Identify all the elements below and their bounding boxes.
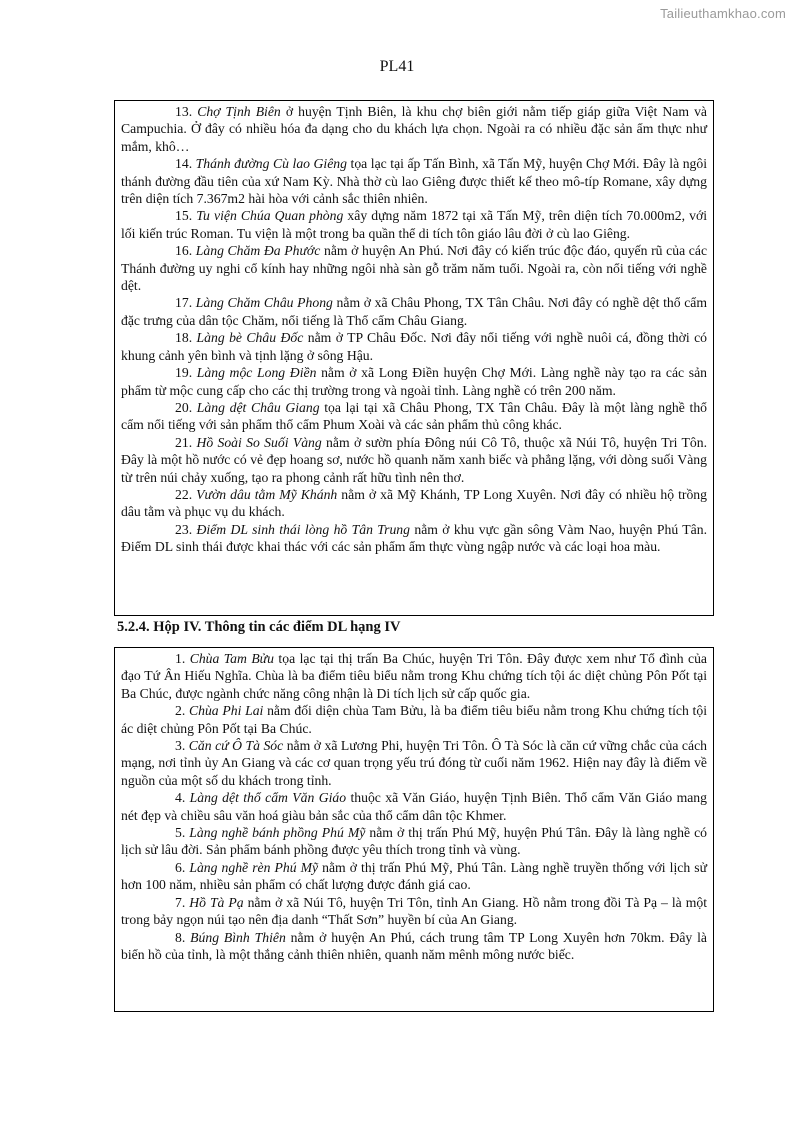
site-name: Làng bè Châu Đốc [196,330,304,346]
list-item: 8. Búng Bình Thiên nằm ở huyện An Phú, cách trung tâm TP Long Xuyên hơn 70km. Đây là biển hồ của tỉnh, là một thắng cảnh thiên nhiên, quanh năm mênh mông nước biếc. [121,929,708,962]
list-item: 23. Điểm DL sinh thái lòng hồ Tân Trung nằm ở khu vực gần sông Vàm Nao, huyện Phú Tân. Điểm DL sinh thái được khai thác với các sản phẩm ẩm thực vùng ngập nước và các loại hoa màu. [121,521,707,555]
site-name: Chùa Phi Lai [188,703,264,719]
site-name: Làng Chăm Đa Phước [195,243,321,259]
site-name: Làng nghề rèn Phú Mỹ [189,859,319,875]
site-name: Làng dệt thổ cẩm Văn Giáo [189,790,347,806]
site-name: Vườn dâu tằm Mỹ Khánh [196,486,338,502]
site-name: Búng Bình Thiên [190,929,286,945]
site-name: Điểm DL sinh thái lòng hồ Tân Trung [196,521,410,537]
watermark-text: Tailieuthamkhao.com [660,6,786,21]
list-item: 21. Hồ Soài So Suối Vàng nằm ở sườn phía Đông núi Cô Tô, thuộc xã Núi Tô, huyện Tri Tôn. Đây là một hồ nước có vẻ đẹp hoang sơ, nước hồ quanh năm xanh biếc và phẳng lặng, với dòng suối Vàng từ trên núi chảy xuống, tạo ra phong cảnh rất hữu tình nên thơ. [121,434,708,485]
list-item: 4. Làng dệt thổ cẩm Văn Giáo thuộc xã Văn Giáo, huyện Tịnh Biên. Thổ cẩm Văn Giáo mang nét đẹp và chiều sâu văn hoá giàu bản sắc của thổ cẩm dân tộc Khmer. [121,790,707,823]
list-item: 6. Làng nghề rèn Phú Mỹ nằm ở thị trấn Phú Mỹ, Phú Tân. Làng nghề truyền thống với lịch sử hơn 100 năm, nhiều sản phẩm có chất lượng được đánh giá cao. [121,859,707,893]
list-item: 15. Tu viện Chúa Quan phòng xây dựng năm 1872 tại xã Tấn Mỹ, trên diện tích 70.000m2, với lối kiến trúc Roman. Tu viện là một trong ba quần thể di tích tôn giáo lâu đời ở cù lao Giêng. [121,208,708,241]
site-name: Thánh đường Cù lao Giêng [195,156,347,172]
list-item: 7. Hồ Tà Pạ nằm ở xã Núi Tô, huyện Tri Tôn, tỉnh An Giang. Hồ nằm trong đồi Tà Pạ – là một trong bảy ngọn núi tạo nên địa danh “Thất Sơn” huyền bí của An Giang. [121,894,708,928]
list-item: 16. Làng Chăm Đa Phước nằm ở huyện An Phú. Nơi đây có kiến trúc độc đáo, quyến rũ của các Thánh đường uy nghi cổ kính hay những ngôi nhà sàn gỗ trăm năm tuổi. Ngoài ra, còn nổi tiếng với nghề dệt. [121,243,708,294]
list-item: 17. Làng Chăm Châu Phong nằm ở xã Châu Phong, TX Tân Châu. Nơi đây có nghề dệt thổ cẩm đặc trưng của dân tộc Chăm, nổi tiếng là Thổ cẩm Châu Giang. [121,295,708,328]
list-item: 2. Chùa Phi Lai nằm đối diện chùa Tam Bửu, là ba điểm tiêu biểu nằm trong Khu chứng tích tội ác diệt chủng Pôn Pốt tại Ba Chúc. [121,703,708,736]
list-item: 5. Làng nghề bánh phồng Phú Mỹ nằm ở thị trấn Phú Mỹ, huyện Phú Tân. Đây là làng nghề có lịch sử lâu đời. Sản phẩm bánh phồng được yêu thích trong tỉnh và vùng. [121,825,707,858]
list-item: 1. Chùa Tam Bửu tọa lạc tại thị trấn Ba Chúc, huyện Tri Tôn. Đây được xem như Tổ đình của đạo Tứ Ân Hiếu Nghĩa. Chùa là ba điểm tiêu biểu nằm trong Khu chứng tích tội ác diệt chủng Pôn Pốt tại Ba Chúc, được ngành chức năng công nhận là Di tích lịch sử cấp quốc gia. [121,651,708,701]
site-name: Chùa Tam Bửu [189,651,274,666]
list-item: 19. Làng mộc Long Điền nằm ở xã Long Điền huyện Chợ Mới. Làng nghề này tạo ra các sản phẩm từ mộc cung cấp cho các thị trường trong và ngoài tỉnh. Làng nghề có trên 200 năm. [121,365,708,398]
section-heading: 5.2.4. Hộp IV. Thông tin các điểm DL hạng IV [117,619,401,635]
site-name: Tu viện Chúa Quan phòng [196,208,344,224]
list-item: 20. Làng dệt Châu Giang tọa lại tại xã Châu Phong, TX Tân Châu. Đây là một làng nghề thổ cẩm nổi tiếng với sản phẩm thổ cẩm Phum Xoài và các sản phẩm thủ công khác. [121,399,708,433]
site-name: Làng mộc Long Điền [196,365,317,381]
site-name: Làng Chăm Châu Phong [195,295,333,311]
site-name: Hồ Soài So Suối Vàng [196,434,322,450]
list-item: 3. Căn cứ Ô Tà Sóc nằm ở xã Lương Phi, huyện Tri Tôn. Ô Tà Sóc là căn cứ vững chắc của cách mạng, nơi tỉnh ủy An Giang và các cơ quan trọng yếu trú đóng từ cuối năm 1962. Hiện nay đây là điểm về nguồn của một số du khách trong tỉnh. [121,738,707,788]
site-name: Chợ Tịnh Biên [197,104,281,119]
box-grade-iv-list [114,647,714,1012]
list-item: 22. Vườn dâu tằm Mỹ Khánh nằm ở xã Mỹ Khánh, TP Long Xuyên. Nơi đây có nhiều hộ trồng dâu tằm và phục vụ du khách. [121,486,707,520]
site-name: Làng dệt Châu Giang [196,399,320,415]
site-name: Căn cứ Ô Tà Sóc [188,738,284,754]
site-name: Làng nghề bánh phồng Phú Mỹ [189,825,366,841]
site-name: Hồ Tà Pạ [189,894,244,910]
list-item: 13. Chợ Tịnh Biên ở huyện Tịnh Biên, là khu chợ biên giới nằm tiếp giáp giữa Việt Nam và Campuchia. Ở đây có nhiều hóa đa dạng cho du khách lựa chọn. Ngoài ra có nhiều đặc sản ẩm thực như mắm, khô… [121,104,708,154]
list-item: 18. Làng bè Châu Đốc nằm ở TP Châu Đốc. Nơi đây nổi tiếng với nghề nuôi cá, đồng thời có khung cảnh yên bình và tịnh lặng ở sông Hậu. [121,330,708,363]
page-number: PL41 [379,58,415,75]
list-item: 14. Thánh đường Cù lao Giêng tọa lạc tại ấp Tấn Bình, xã Tấn Mỹ, huyện Chợ Mới. Đây là ngôi thánh đường đầu tiên của xứ Nam Kỳ. Nhà thờ cù lao Giêng được thiết kế theo mô-típ Romane, xây dựng trên diện tích 7.367m2 hài hòa với cảnh sắc thiên nhiên. [121,156,708,207]
box-grade-iii-list [114,100,714,616]
